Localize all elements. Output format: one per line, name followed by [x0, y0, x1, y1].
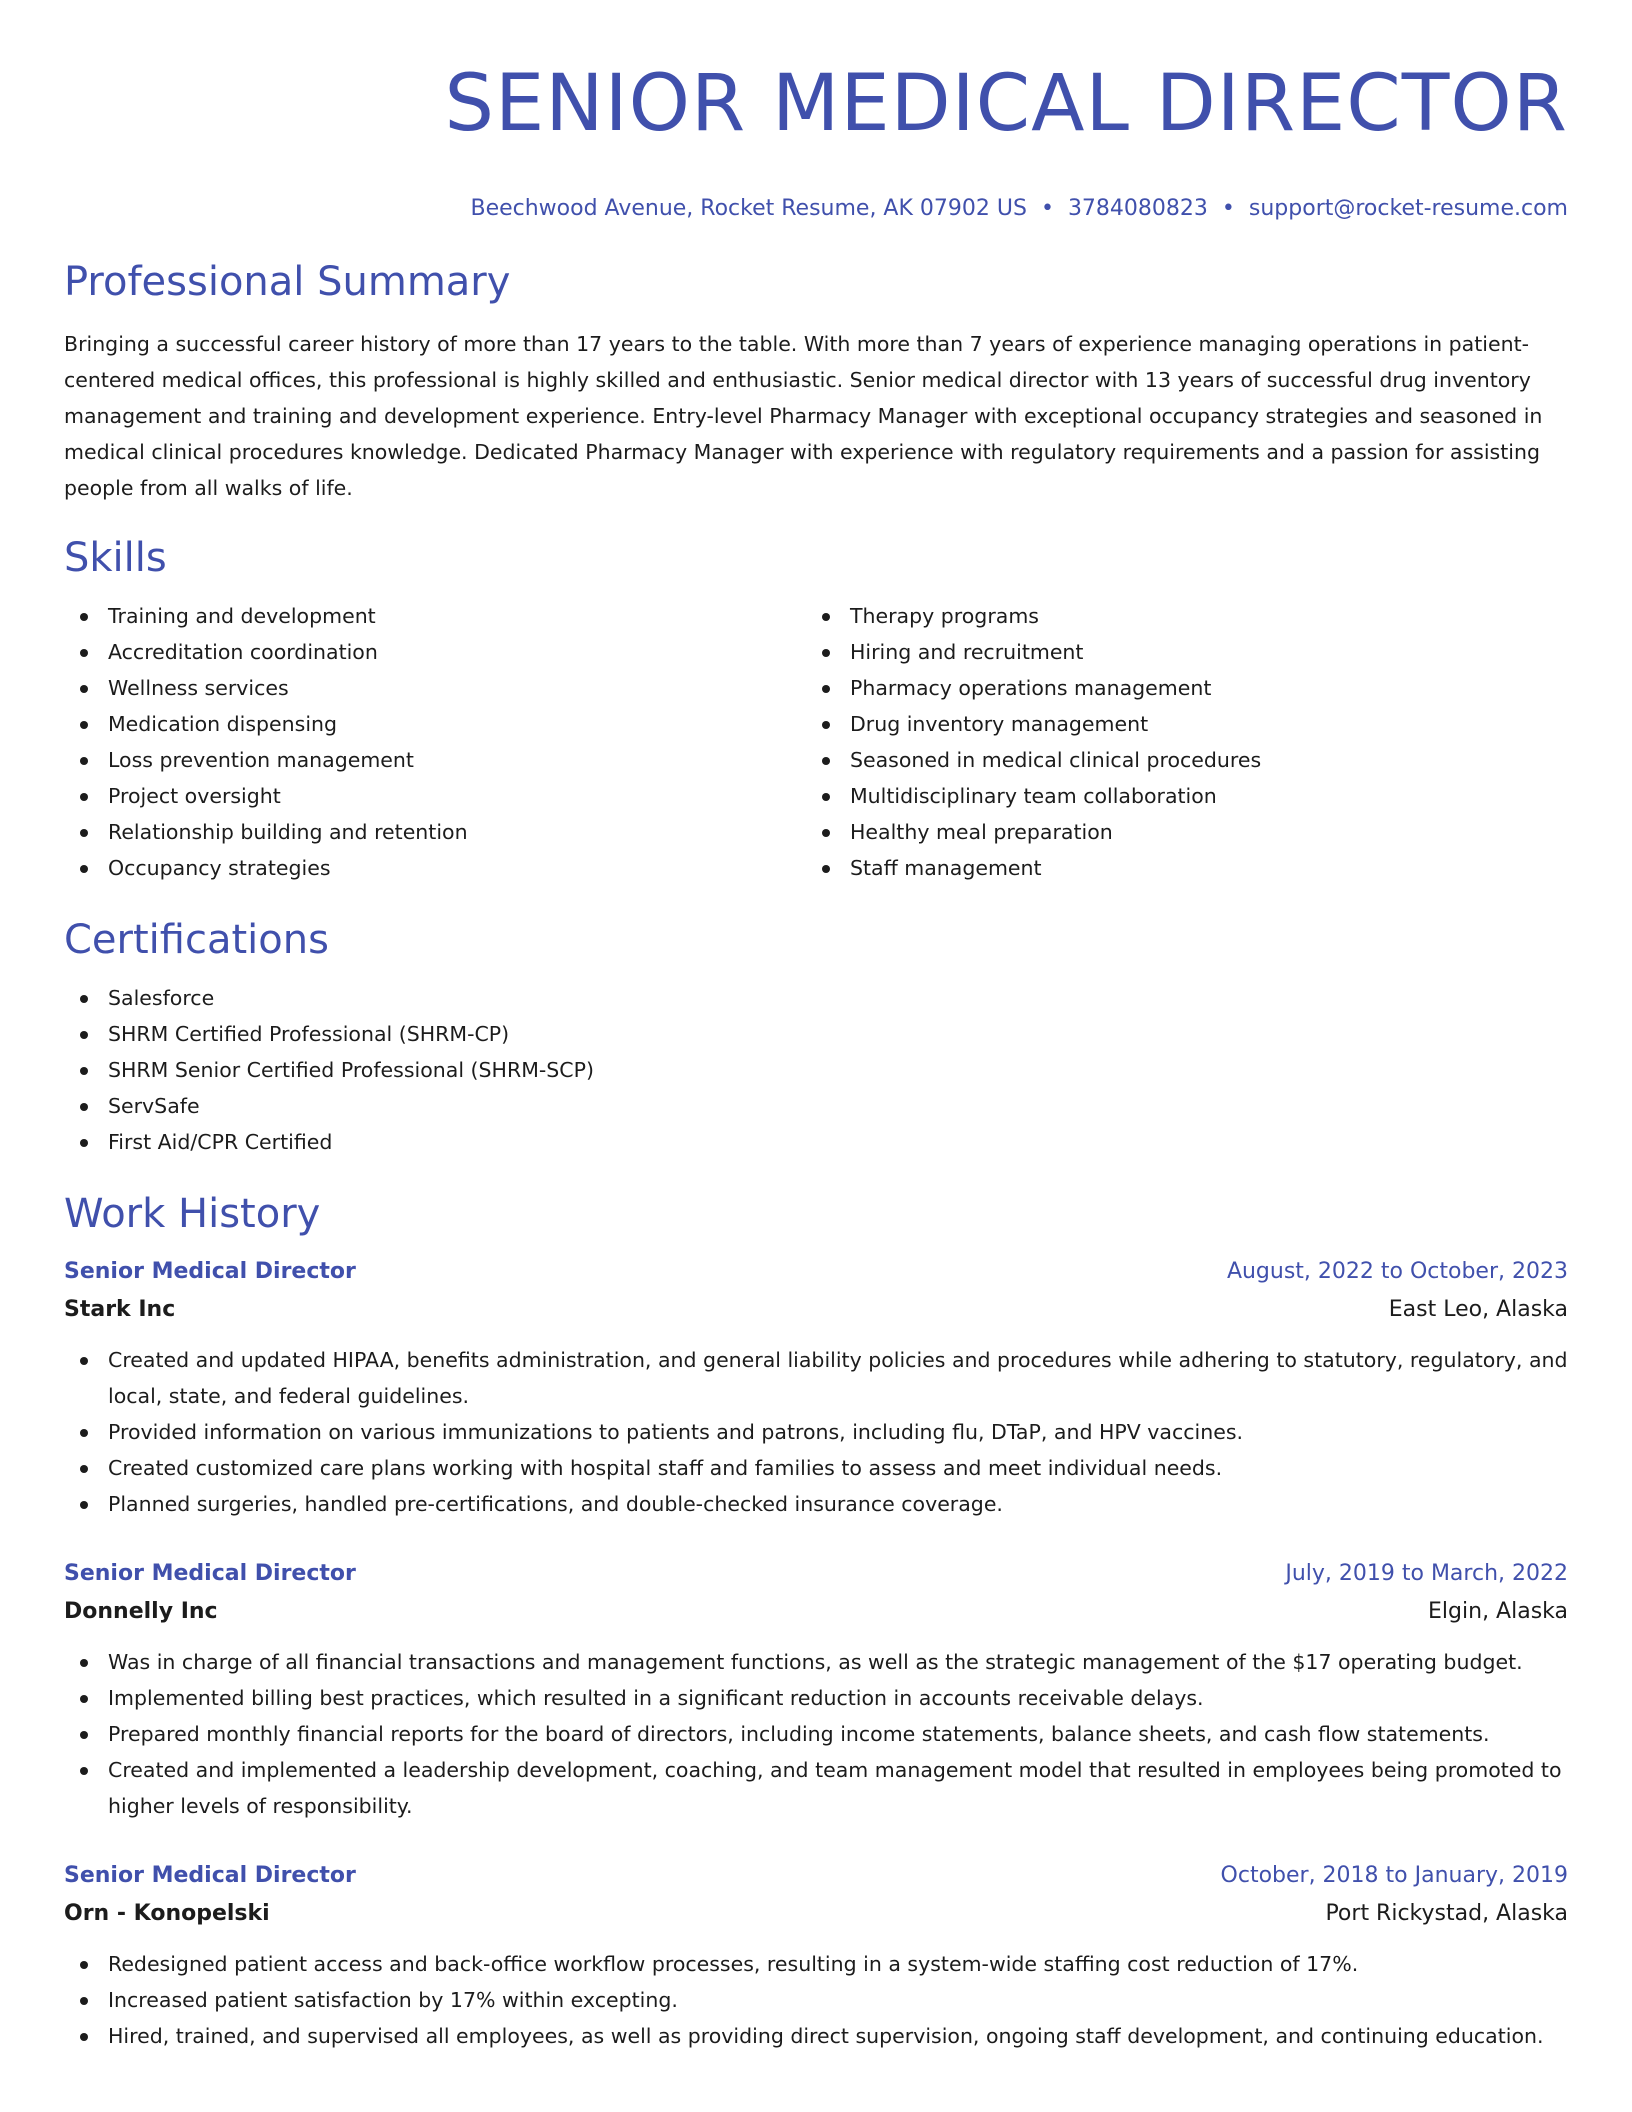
job-bullet: Prepared monthly financial reports for the board of directors, including income statements, balance sheets, and cash flow statements.	[64, 1716, 1568, 1752]
job-subheader	[64, 1894, 1568, 1934]
skills-heading: Skills	[64, 535, 167, 581]
job-bullet: Was in charge of all financial transactions and management functions, as well as the strategic management of the $17 operating budget.	[64, 1644, 1568, 1680]
skills-column-left	[64, 598, 806, 886]
job-header	[64, 1858, 1568, 1894]
summary-text: Bringing a successful career history of more than 17 years to the table. With more than 7 years of experience managing operations in patient-centered medical offices, this professional is highly skilled and enthusiastic. Senior medical director with 13 years of successful drug inventory management and training and development experience. Entry-level Pharmacy Manager with exceptional occupancy strategies and seasoned in medical clinical procedures knowledge. Dedicated Pharmacy Manager with experience with regulatory requirements and a passion for assisting people from all walks of life.	[64, 332, 1543, 500]
certification-item: SHRM Certified Professional (SHRM-CP)	[64, 1016, 1568, 1052]
job-bullet: Created and implemented a leadership development, coaching, and team management model that resulted in employees being promoted to higher levels of responsibility.	[64, 1752, 1568, 1824]
skill-item: Accreditation coordination	[64, 634, 806, 670]
job-bullet: Provided information on various immunizations to patients and patrons, including flu, DTaP, and HPV vaccines.	[64, 1414, 1568, 1450]
job-subheader	[64, 1290, 1568, 1330]
contact-phone: 3784080823	[1067, 196, 1208, 221]
job-entry	[64, 1858, 1568, 2054]
job-role: Senior Medical Director	[64, 1561, 356, 1586]
skill-item: Hiring and recruitment	[806, 634, 1548, 670]
resume-page	[64, 0, 1568, 2054]
skill-item: Relationship building and retention	[64, 814, 806, 850]
job-subheader	[64, 1592, 1568, 1632]
skill-item: Healthy meal preparation	[806, 814, 1548, 850]
job-bullets	[64, 1946, 1568, 2054]
skills-column-right	[806, 598, 1548, 886]
contact-email: support@rocket-resume.com	[1248, 196, 1568, 221]
work-history-heading: Work History	[64, 1191, 321, 1237]
certifications-list	[64, 980, 1568, 1160]
job-company: Donnelly Inc	[64, 1599, 218, 1624]
job-dates: August, 2022 to October, 2023	[1226, 1259, 1568, 1284]
job-location: Elgin, Alaska	[1428, 1599, 1568, 1624]
job-header	[64, 1556, 1568, 1592]
job-company: Stark Inc	[64, 1297, 176, 1322]
skill-item: Therapy programs	[806, 598, 1548, 634]
skill-item: Occupancy strategies	[64, 850, 806, 886]
job-bullet: Created customized care plans working with hospital staff and families to assess and meet individual needs.	[64, 1450, 1568, 1486]
skill-item: Project oversight	[64, 778, 806, 814]
job-bullets	[64, 1644, 1568, 1824]
job-bullet: Created and updated HIPAA, benefits administration, and general liability policies and procedures while adhering to statutory, regulatory, and local, state, and federal guidelines.	[64, 1342, 1568, 1414]
contact-line	[64, 194, 1568, 224]
job-bullet: Redesigned patient access and back-office workflow processes, resulting in a system-wide staffing cost reduction of 17%.	[64, 1946, 1568, 1982]
skill-item: Pharmacy operations management	[806, 670, 1548, 706]
certification-item: Salesforce	[64, 980, 1568, 1016]
job-role: Senior Medical Director	[64, 1259, 356, 1284]
skill-item: Training and development	[64, 598, 806, 634]
contact-separator: •	[1040, 196, 1054, 221]
job-bullet: Increased patient satisfaction by 17% within excepting.	[64, 1982, 1568, 2018]
certification-item: ServSafe	[64, 1088, 1568, 1124]
skill-item: Drug inventory management	[806, 706, 1548, 742]
skill-item: Multidisciplinary team collaboration	[806, 778, 1548, 814]
job-bullet: Planned surgeries, handled pre-certifications, and double-checked insurance coverage.	[64, 1486, 1568, 1522]
job-location: East Leo, Alaska	[1388, 1297, 1568, 1322]
job-dates: July, 2019 to March, 2022	[1285, 1561, 1568, 1586]
skill-item: Wellness services	[64, 670, 806, 706]
job-bullet: Implemented billing best practices, which resulted in a significant reduction in accounts receivable delays.	[64, 1680, 1568, 1716]
resume-title: SENIOR MEDICAL DIRECTOR	[444, 59, 1568, 149]
certification-item: First Aid/CPR Certified	[64, 1124, 1568, 1160]
summary-heading: Professional Summary	[64, 259, 511, 305]
job-company: Orn - Konopelski	[64, 1901, 270, 1926]
certification-item: SHRM Senior Certified Professional (SHRM-SCP)	[64, 1052, 1568, 1088]
contact-address: Beechwood Avenue, Rocket Resume, AK 07902 US	[470, 196, 1027, 221]
skill-item: Loss prevention management	[64, 742, 806, 778]
job-header	[64, 1254, 1568, 1290]
skill-item: Seasoned in medical clinical procedures	[806, 742, 1548, 778]
job-bullet: Hired, trained, and supervised all employees, as well as providing direct supervision, ongoing staff development, and continuing education.	[64, 2018, 1568, 2054]
job-bullets	[64, 1342, 1568, 1522]
job-location: Port Rickystad, Alaska	[1325, 1901, 1568, 1926]
job-dates: October, 2018 to January, 2019	[1220, 1863, 1568, 1888]
skill-item: Staff management	[806, 850, 1548, 886]
job-entry	[64, 1254, 1568, 1522]
job-entry	[64, 1556, 1568, 1824]
job-role: Senior Medical Director	[64, 1863, 356, 1888]
contact-separator: •	[1221, 196, 1235, 221]
skills-list	[64, 598, 1568, 886]
skill-item: Medication dispensing	[64, 706, 806, 742]
certifications-heading: Certifications	[64, 917, 329, 963]
